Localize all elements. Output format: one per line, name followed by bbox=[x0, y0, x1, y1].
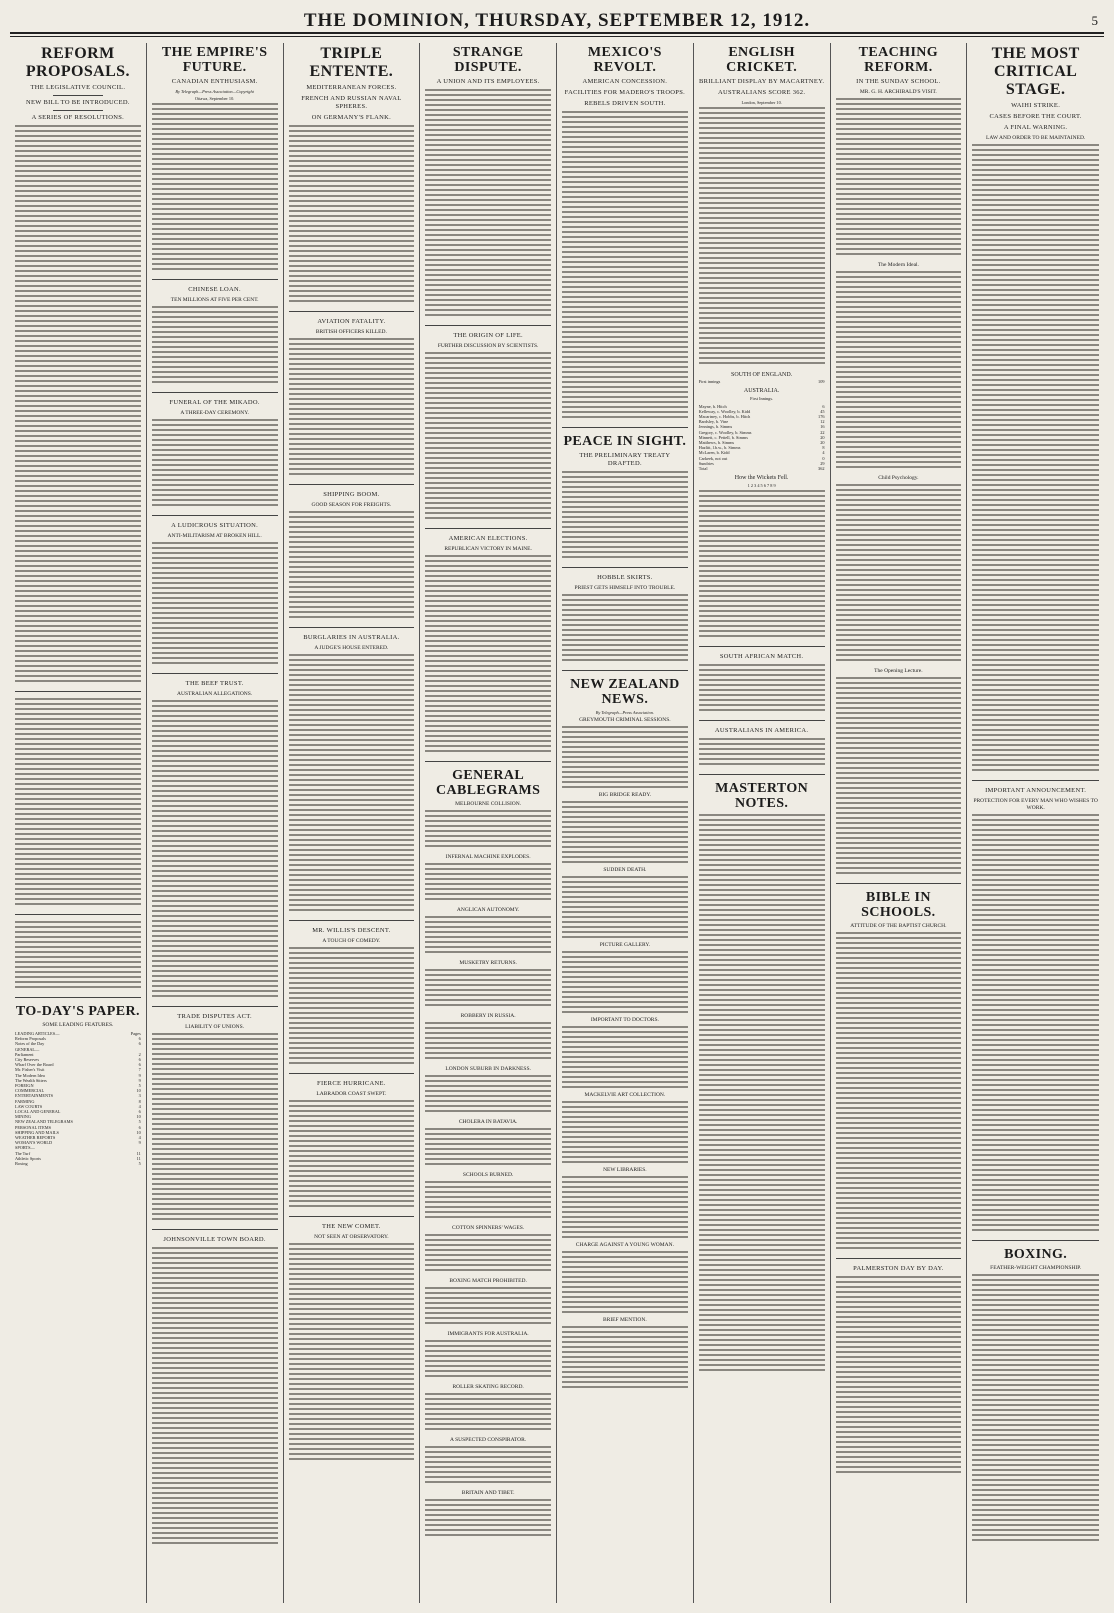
subhead: MR. G. H. ARCHIBALD'S VISIT. bbox=[859, 89, 937, 95]
item-body bbox=[562, 876, 688, 938]
item-heading: MACKELVIE ART COLLECTION. bbox=[584, 1092, 666, 1099]
toc-page: Pages bbox=[130, 1031, 141, 1036]
subhead: LAW AND ORDER TO BE MAINTAINED. bbox=[985, 135, 1086, 141]
masthead-rule bbox=[10, 34, 1104, 37]
headline-boxing: BOXING. bbox=[1004, 1247, 1068, 1262]
item-body bbox=[425, 1499, 551, 1539]
batsman: Gregory, c. Woolley, b. Simms bbox=[698, 429, 752, 435]
toc-label: City Reserves bbox=[15, 1057, 39, 1063]
headline-triple-entente: TRIPLE ENTENTE. bbox=[309, 45, 394, 80]
toc-page: 9 bbox=[138, 1072, 141, 1078]
section-heading: The Modern Ideal. bbox=[877, 262, 919, 268]
toc-label: LOCAL AND GENERAL bbox=[15, 1109, 61, 1115]
toc-label: Notes of the Day bbox=[15, 1041, 45, 1047]
subhead: NEW BILL TO BE INTRODUCED. bbox=[25, 99, 130, 106]
subhead: MEDITERRANEAN FORCES. bbox=[306, 84, 397, 91]
item-heading: INFERNAL MACHINE EXPLODES. bbox=[445, 854, 531, 860]
toc-label: The Turf bbox=[15, 1150, 31, 1156]
batsman: Mayne, b. Hitch bbox=[698, 403, 727, 409]
batsman: Sundries bbox=[698, 460, 714, 466]
subhead: NOT SEEN AT OBSERVATORY. bbox=[314, 1234, 389, 1240]
subhead: FIERCE HURRICANE. bbox=[317, 1080, 386, 1087]
item-heading: MUSKETRY RETURNS. bbox=[459, 960, 517, 966]
subhead: REBELS DRIVEN SOUTH. bbox=[584, 100, 666, 107]
runs: 0 bbox=[822, 455, 825, 461]
column-7 bbox=[831, 43, 968, 1603]
toc-page: 10 bbox=[136, 1114, 141, 1120]
subhead: CASES BEFORE THE COURT. bbox=[989, 113, 1082, 120]
item-heading: IMMIGRANTS FOR AUSTRALIA. bbox=[447, 1331, 529, 1337]
item-body bbox=[425, 1393, 551, 1433]
subhead: ON GERMANY'S FLANK. bbox=[311, 114, 392, 121]
dateline: Ottawa, September 10. bbox=[194, 96, 235, 102]
subhead: REPUBLICAN VICTORY IN MAINE. bbox=[444, 546, 532, 552]
dateline: London, September 10. bbox=[741, 100, 782, 105]
batsman: Macartney, c. Hobbs, b. Hitch bbox=[698, 414, 751, 420]
subhead: PROTECTION FOR EVERY MAN WHO WISHES TO WORK. bbox=[973, 798, 1098, 811]
item-heading: BOXING MATCH PROHIBITED. bbox=[449, 1278, 527, 1284]
scorecard-heading: SOUTH OF ENGLAND. bbox=[731, 372, 793, 379]
scorecard-subheading: First Innings. bbox=[750, 396, 774, 402]
headline-general-cablegrams: GENERAL CABLEGRAMS bbox=[435, 768, 541, 798]
toc-page: 6 bbox=[138, 1109, 141, 1115]
toc-page: 9 bbox=[138, 1077, 141, 1083]
batsman: Carkeek, not out bbox=[698, 455, 728, 461]
item-heading: PICTURE GALLERY. bbox=[599, 942, 651, 949]
article-body bbox=[15, 125, 141, 685]
item-body bbox=[425, 916, 551, 956]
toc-label: Mr. Fisher's Visit bbox=[15, 1067, 45, 1073]
column-3 bbox=[284, 43, 421, 1603]
subhead: LABRADOR COAST SWEPT. bbox=[316, 1091, 387, 1097]
subhead: THE NEW COMET. bbox=[322, 1223, 381, 1230]
batsman: Minnett, c. Pettell, b. Simms bbox=[698, 434, 748, 440]
headline-masterton-notes: MASTERTON NOTES. bbox=[715, 781, 809, 812]
toc-label: WOMAN'S WORLD bbox=[15, 1140, 53, 1146]
toc-page: 4 bbox=[138, 1135, 141, 1141]
item-body bbox=[425, 969, 551, 1009]
masthead-title: THE DOMINION, THURSDAY, SEPTEMBER 12, 1912. bbox=[303, 10, 811, 31]
toc-page: 8 bbox=[138, 1098, 141, 1104]
cablegram-list bbox=[425, 801, 551, 1539]
credit-line: By Telegraph—Press Association—Copyright bbox=[175, 89, 254, 94]
item-heading: IMPORTANT TO DOCTORS. bbox=[590, 1017, 659, 1024]
batsman: Hazlitt, l.b.w., b. Simms bbox=[698, 445, 741, 451]
item-body bbox=[562, 1326, 688, 1388]
subhead: IMPORTANT ANNOUNCEMENT. bbox=[985, 787, 1087, 794]
subhead: FACILITIES FOR MADERO'S TROOPS. bbox=[564, 89, 686, 96]
runs: 45 bbox=[820, 408, 825, 414]
toc-page: 6 bbox=[138, 1062, 141, 1068]
toc-page: 11 bbox=[136, 1155, 141, 1161]
toc-label: COMMERCIAL bbox=[15, 1088, 45, 1094]
subhead: LIABILITY OF UNIONS. bbox=[185, 1024, 245, 1031]
toc-label: GENERAL— bbox=[15, 1046, 40, 1052]
subhead: AMERICAN CONCESSION. bbox=[582, 78, 668, 85]
subhead: THE BEEF TRUST. bbox=[185, 680, 244, 688]
subhead: MR. WILLIS'S DESCENT. bbox=[312, 927, 391, 934]
item-heading: LONDON SUBURB IN DARKNESS. bbox=[445, 1066, 531, 1072]
section-heading: The Opening Lecture. bbox=[874, 668, 923, 674]
columns bbox=[10, 43, 1104, 1603]
item-heading: ROLLER SKATING RECORD. bbox=[452, 1384, 524, 1390]
toc-label: PERSONAL ITEMS bbox=[15, 1124, 52, 1130]
item-heading: SUDDEN DEATH. bbox=[603, 867, 647, 874]
toc-label: LEADING ARTICLES— bbox=[15, 1031, 60, 1036]
headline-empires-future: THE EMPIRE'S FUTURE. bbox=[161, 45, 268, 75]
item-body bbox=[425, 1340, 551, 1380]
advertisement-body bbox=[15, 921, 141, 991]
column-1 bbox=[10, 43, 147, 1603]
subhead: ANTI-MILITARISM AT BROKEN HILL. bbox=[167, 533, 262, 540]
item-body bbox=[425, 1022, 551, 1062]
toc-label: The Modern Idea bbox=[15, 1072, 45, 1078]
headline-peace-in-sight: PEACE IN SIGHT. bbox=[563, 434, 687, 449]
item-body bbox=[562, 726, 688, 788]
fall-of-wickets-numbers: 1 2 3 4 5 6 7 8 9 bbox=[747, 483, 776, 489]
toc-page: 4 bbox=[138, 1103, 141, 1109]
item-heading: BRITAIN AND TIBET. bbox=[461, 1490, 515, 1496]
subhead: AUSTRALIAN ALLEGATIONS. bbox=[177, 691, 253, 698]
headline-teaching-reform: TEACHING REFORM. bbox=[858, 45, 939, 75]
advertisement-body bbox=[15, 698, 141, 908]
toc-page: 6 bbox=[138, 1124, 141, 1130]
toc-label: Parliament bbox=[15, 1051, 34, 1057]
subhead: A THREE-DAY CEREMONY. bbox=[180, 410, 249, 417]
subhead: THE ORIGIN OF LIFE. bbox=[453, 332, 523, 339]
runs: 176 bbox=[818, 414, 825, 420]
item-heading: MELBOURNE COLLISION. bbox=[455, 801, 522, 807]
item-heading: COTTON SPINNERS' WAGES. bbox=[452, 1225, 525, 1231]
batsman: McLaren, b. Kidd bbox=[698, 450, 730, 456]
runs: 362 bbox=[818, 466, 825, 472]
table-of-contents bbox=[15, 1031, 141, 1166]
item-body bbox=[562, 1101, 688, 1163]
subhead: WAIHI STRIKE. bbox=[1011, 102, 1061, 109]
subhead: CANADIAN ENTHUSIASM. bbox=[171, 78, 258, 85]
fall-of-wickets-heading: How the Wickets Fell. bbox=[734, 475, 789, 482]
batsman: Bardsley, b. Vine bbox=[698, 419, 729, 425]
runs: 4 bbox=[822, 450, 825, 456]
subhead: FURTHER DISCUSSION BY SCIENTISTS. bbox=[437, 343, 539, 349]
item-body bbox=[562, 951, 688, 1013]
toc-label: Wharf Over the Board bbox=[15, 1062, 54, 1068]
toc-page: 11 bbox=[136, 1150, 141, 1156]
headline-reform-proposals: REFORM PROPOSALS. bbox=[25, 45, 130, 80]
batting-scorecard bbox=[699, 404, 825, 472]
runs: 20 bbox=[820, 440, 825, 446]
subhead: SOUTH AFRICAN MATCH. bbox=[719, 653, 804, 661]
toc-label: Athletic Sports bbox=[15, 1155, 41, 1161]
item-heading: GREYMOUTH CRIMINAL SESSIONS. bbox=[579, 717, 671, 724]
toc-label: FOREIGN bbox=[15, 1083, 34, 1089]
toc-page: 3 bbox=[138, 1093, 141, 1099]
headline-strange-dispute: STRANGE DISPUTE. bbox=[452, 45, 524, 75]
subhead: FUNERAL OF THE MIKADO. bbox=[169, 399, 260, 407]
runs: 8 bbox=[822, 445, 825, 451]
subhead: PALMERSTON DAY BY DAY. bbox=[853, 1265, 944, 1272]
subhead: THE PRELIMINARY TREATY DRAFTED. bbox=[579, 452, 671, 467]
section-heading: Child Psychology. bbox=[878, 475, 919, 481]
subhead: ATTITUDE OF THE BAPTIST CHURCH. bbox=[850, 923, 947, 929]
subhead: AVIATION FATALITY. bbox=[317, 318, 386, 325]
item-heading: ANGLICAN AUTONOMY. bbox=[456, 907, 520, 913]
toc-page: 10 bbox=[136, 1088, 141, 1094]
subhead: BURGLARIES IN AUSTRALIA. bbox=[303, 634, 400, 641]
batting-row bbox=[699, 466, 825, 471]
item-body bbox=[425, 810, 551, 850]
toc-row bbox=[15, 1161, 141, 1166]
item-body bbox=[562, 1251, 688, 1313]
subhead: PRIEST GETS HIMSELF INTO TROUBLE. bbox=[574, 585, 676, 591]
item-body bbox=[425, 1181, 551, 1221]
toc-page: 10 bbox=[136, 1129, 141, 1135]
headline-bible-in-schools: BIBLE IN SCHOOLS. bbox=[861, 890, 936, 920]
toc-page: 5 bbox=[138, 1119, 141, 1125]
toc-page: 6 bbox=[138, 1057, 141, 1063]
toc-page: 9 bbox=[138, 1140, 141, 1146]
subhead: BRITISH OFFICERS KILLED. bbox=[315, 329, 387, 335]
subhead: GOOD SEASON FOR FREIGHTS. bbox=[311, 502, 392, 508]
credit-line: By Telegraph—Press Association. bbox=[595, 710, 654, 715]
column-8 bbox=[967, 43, 1104, 1603]
subhead: AMERICAN ELECTIONS. bbox=[448, 535, 528, 542]
toc-page: 6 bbox=[138, 1036, 141, 1042]
item-heading: CHOLERA IN BATAVIA. bbox=[458, 1119, 518, 1125]
nz-news-list bbox=[562, 717, 688, 1388]
item-body bbox=[425, 1128, 551, 1168]
toc-label: ENTERTAINMENTS bbox=[15, 1093, 54, 1099]
toc-label: SPORTS— bbox=[15, 1145, 35, 1151]
item-body bbox=[562, 801, 688, 863]
toc-label: WEATHER REPORTS bbox=[15, 1135, 56, 1141]
batsman: Jennings, b. Simms bbox=[698, 424, 733, 430]
toc-label: Boxing bbox=[15, 1161, 28, 1167]
toc-label: FARMING bbox=[15, 1098, 35, 1104]
item-heading: BIG BRIDGE READY. bbox=[598, 792, 652, 799]
item-body bbox=[425, 863, 551, 903]
item-body bbox=[425, 1287, 551, 1327]
runs: 29 bbox=[820, 460, 825, 466]
item-body bbox=[425, 1446, 551, 1486]
item-heading: BRIEF MENTION. bbox=[603, 1317, 647, 1324]
toc-page: 5 bbox=[138, 1083, 141, 1089]
subhead: A JUDGE'S HOUSE ENTERED. bbox=[314, 645, 389, 651]
toc-page: 6 bbox=[138, 1041, 141, 1047]
subhead: FEATHER-WEIGHT CHAMPIONSHIP. bbox=[990, 1265, 1082, 1271]
headline-todays-paper: TO-DAY'S PAPER. bbox=[15, 1004, 140, 1019]
runs: 12 bbox=[820, 419, 825, 425]
item-body bbox=[425, 1075, 551, 1115]
batsman: Matthews, b. Simms bbox=[698, 440, 735, 446]
subhead: JOHNSONVILLE TOWN BOARD. bbox=[163, 1236, 266, 1244]
subhead: A SERIES OF RESOLUTIONS. bbox=[31, 114, 125, 121]
subhead: THE LEGISLATIVE COUNCIL. bbox=[30, 84, 126, 91]
subhead: A TOUCH OF COMEDY. bbox=[322, 938, 381, 944]
column-5 bbox=[557, 43, 694, 1603]
toc-label: LAW COURTS bbox=[15, 1103, 43, 1109]
runs: 22 bbox=[820, 429, 825, 435]
page-number: 5 bbox=[1091, 13, 1098, 28]
runs: 6 bbox=[822, 403, 825, 409]
subhead: TRADE DISPUTES ACT. bbox=[177, 1013, 252, 1021]
runs: 16 bbox=[820, 424, 825, 430]
item-heading: A SUSPECTED CONSPIRATOR. bbox=[450, 1437, 527, 1443]
item-heading: CHARGE AGAINST A YOUNG WOMAN. bbox=[575, 1242, 674, 1249]
toc-page: 5 bbox=[138, 1161, 141, 1167]
subhead: SHIPPING BOOM. bbox=[323, 491, 380, 498]
headline-english-cricket: ENGLISH CRICKET. bbox=[726, 45, 798, 75]
toc-label: NEW ZEALAND TELEGRAMS bbox=[15, 1119, 73, 1125]
toc-label: MINING bbox=[15, 1114, 31, 1120]
batsman: Total bbox=[698, 466, 708, 472]
subhead: IN THE SUNDAY SCHOOL. bbox=[856, 78, 941, 85]
column-4 bbox=[420, 43, 557, 1603]
toc-page: 7 bbox=[138, 1067, 141, 1073]
toc-label: The Wealth Sitters bbox=[15, 1077, 47, 1083]
subhead: HOBBLE SKIRTS. bbox=[597, 574, 653, 581]
subhead: FRENCH AND RUSSIAN NAVAL SPHERES. bbox=[301, 95, 402, 110]
item-body bbox=[562, 1176, 688, 1238]
subhead: A UNION AND ITS EMPLOYEES. bbox=[436, 78, 540, 85]
item-body bbox=[562, 1026, 688, 1088]
subhead: AUSTRALIANS IN AMERICA. bbox=[714, 727, 809, 735]
headline-new-zealand-news: NEW ZEALAND NEWS. bbox=[570, 677, 680, 707]
masthead bbox=[10, 8, 1104, 34]
column-6 bbox=[694, 43, 831, 1603]
column-2 bbox=[147, 43, 284, 1603]
runs: 20 bbox=[820, 434, 825, 440]
toc-page: 2 bbox=[138, 1051, 141, 1057]
toc-subhead: SOME LEADING FEATURES. bbox=[42, 1022, 114, 1028]
toc-label: Reform Proposals bbox=[15, 1036, 46, 1042]
subhead: BRILLIANT DISPLAY BY MACARTNEY. bbox=[698, 78, 825, 85]
subhead: A FINAL WARNING. bbox=[1003, 124, 1068, 131]
item-heading: ROBBERY IN RUSSIA. bbox=[460, 1013, 516, 1019]
scorecard-heading: AUSTRALIA. bbox=[743, 388, 780, 395]
headline-mexicos-revolt: MEXICO'S REVOLT. bbox=[587, 45, 662, 75]
toc-label: SHIPPING AND MAILS bbox=[15, 1129, 59, 1135]
item-body bbox=[425, 1234, 551, 1274]
headline-most-critical-stage: THE MOST CRITICAL STAGE. bbox=[991, 45, 1080, 98]
subhead: A LUDICROUS SITUATION. bbox=[171, 522, 259, 530]
batsman: Kelleway, c. Woolley, b. Kidd bbox=[698, 408, 751, 414]
item-heading: NEW LIBRARIES. bbox=[603, 1167, 647, 1174]
item-heading: SCHOOLS BURNED. bbox=[462, 1172, 514, 1178]
scorecard-row: First innings 109 bbox=[698, 379, 825, 385]
subhead: AUSTRALIANS SCORE 362. bbox=[717, 89, 806, 96]
subhead: TEN MILLIONS AT FIVE PER CENT. bbox=[170, 297, 259, 304]
subhead: CHINESE LOAN. bbox=[188, 286, 241, 294]
